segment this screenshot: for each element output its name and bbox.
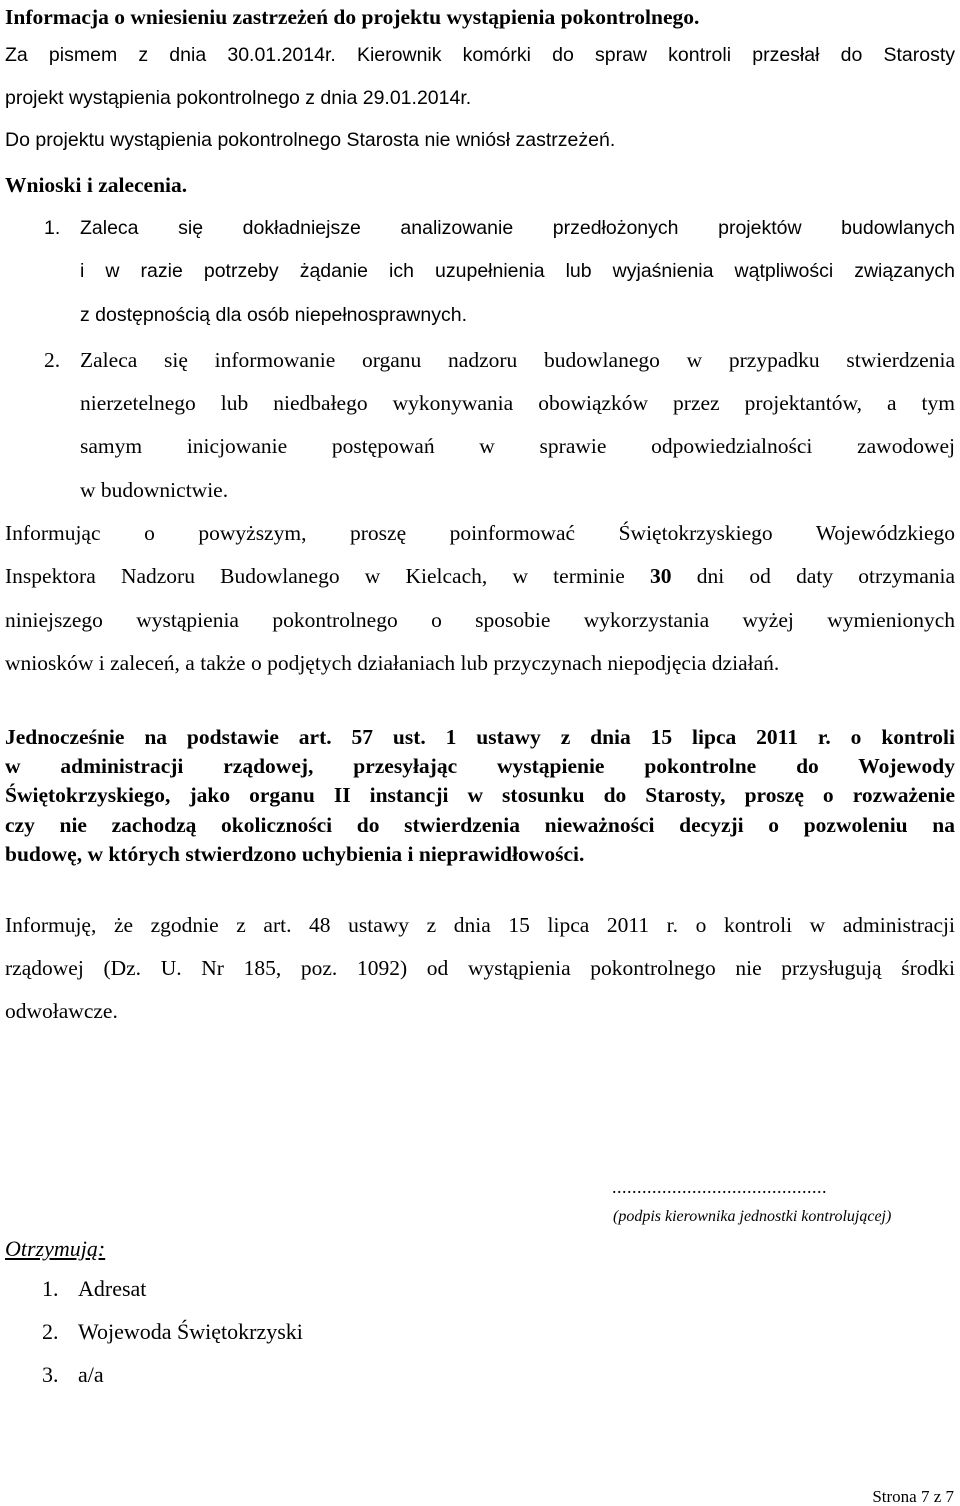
recipient-number: 2. xyxy=(42,1319,59,1344)
recipient-number: 3. xyxy=(42,1362,59,1387)
para3-line2-post: dni od daty otrzymania xyxy=(696,564,956,588)
recipient-item xyxy=(42,1278,146,1300)
para3-deadline-days: 30 xyxy=(650,564,672,588)
item-1-line2: i w razie potrzeby żądanie ich uzupełnienia lub wyjaśnienia wątpliwości związanych xyxy=(80,260,955,282)
para3-line3: niniejszego wystąpienia pokontrolnego o sposobie wykorzystania wyżej wymienionych xyxy=(5,608,955,632)
para4-line1: Jednocześnie na podstawie art. 57 ust. 1 ustawy z dnia 15 lipca 2011 r. o kontroli xyxy=(5,725,955,749)
item-1-line3: z dostępnością dla osób niepełnosprawnych. xyxy=(80,304,468,326)
item-1-line1: Zaleca się dokładniejsze analizowanie przedłożonych projektów budowlanych xyxy=(80,217,955,239)
item-2-line2: nierzetelnego lub niedbałego wykonywania obowiązków przez projektantów, a tym xyxy=(80,391,955,415)
item-2-line4: w budownictwie. xyxy=(80,478,229,502)
recipients-title: Otrzymują: xyxy=(5,1236,106,1261)
para5-line1: Informuję, że zgodnie z art. 48 ustawy z dnia 15 lipca 2011 r. o kontroli w administracji xyxy=(5,913,955,937)
para1-line2: projekt wystąpienia pokontrolnego z dnia 29.01.2014r. xyxy=(5,87,472,109)
para1-line1: Za pismem z dnia 30.01.2014r. Kierownik komórki do spraw kontroli przesłał do Starosty xyxy=(5,44,955,66)
recipient-label: Adresat xyxy=(78,1276,147,1301)
recipient-item xyxy=(42,1321,303,1343)
para4-line3: Świętokrzyskiego, jako organu II instancji w stosunku do Starosty, proszę o rozważenie xyxy=(5,783,955,807)
para3-line2-pre: Inspektora Nadzoru Budowlanego w Kielcach, w terminie xyxy=(5,564,625,588)
page-number: Strona 7 z 7 xyxy=(872,1487,954,1506)
para4-line5: budowę, w których stwierdzono uchybienia i nieprawidłowości. xyxy=(5,842,585,866)
recipient-label: Wojewoda Świętokrzyski xyxy=(78,1319,303,1344)
para4-line4: czy nie zachodzą okoliczności do stwierdzenia nieważności decyzji o pozwoleniu na xyxy=(5,813,955,837)
recipient-label: a/a xyxy=(78,1362,104,1387)
item-1-number: 1. xyxy=(44,217,61,239)
para2: Do projektu wystąpienia pokontrolnego Starosta nie wniósł zastrzeżeń. xyxy=(5,129,616,151)
item-2-line1: Zaleca się informowanie organu nadzoru budowlanego w przypadku stwierdzenia xyxy=(80,348,955,372)
heading: Informacja o wniesieniu zastrzeżeń do projektu wystąpienia pokontrolnego. xyxy=(5,5,700,29)
section-title: Wnioski i zalecenia. xyxy=(5,173,188,197)
para3-line4: wniosków i zaleceń, a także o podjętych działaniach lub przyczynach niepodjęcia działań. xyxy=(5,651,780,675)
para3-line1: Informując o powyższym, proszę poinformować Świętokrzyskiego Wojewódzkiego xyxy=(5,521,955,545)
recipient-number: 1. xyxy=(42,1276,59,1301)
item-2-line3: samym inicjowanie postępowań w sprawie odpowiedzialności zawodowej xyxy=(80,434,955,458)
para3-line2 xyxy=(5,566,955,588)
recipient-item xyxy=(42,1364,104,1386)
para4-line2: w administracji rządowej, przesyłając wystąpienie pokontrolne do Wojewody xyxy=(5,754,955,778)
signature-line: ........................................... xyxy=(612,1177,827,1197)
para5-line2: rządowej (Dz. U. Nr 185, poz. 1092) od wystąpienia pokontrolnego nie przysługują środki xyxy=(5,956,955,980)
para5-line3: odwoławcze. xyxy=(5,999,118,1023)
item-2-number: 2. xyxy=(44,348,61,372)
signature-caption: (podpis kierownika jednostki kontrolującej) xyxy=(613,1208,892,1225)
